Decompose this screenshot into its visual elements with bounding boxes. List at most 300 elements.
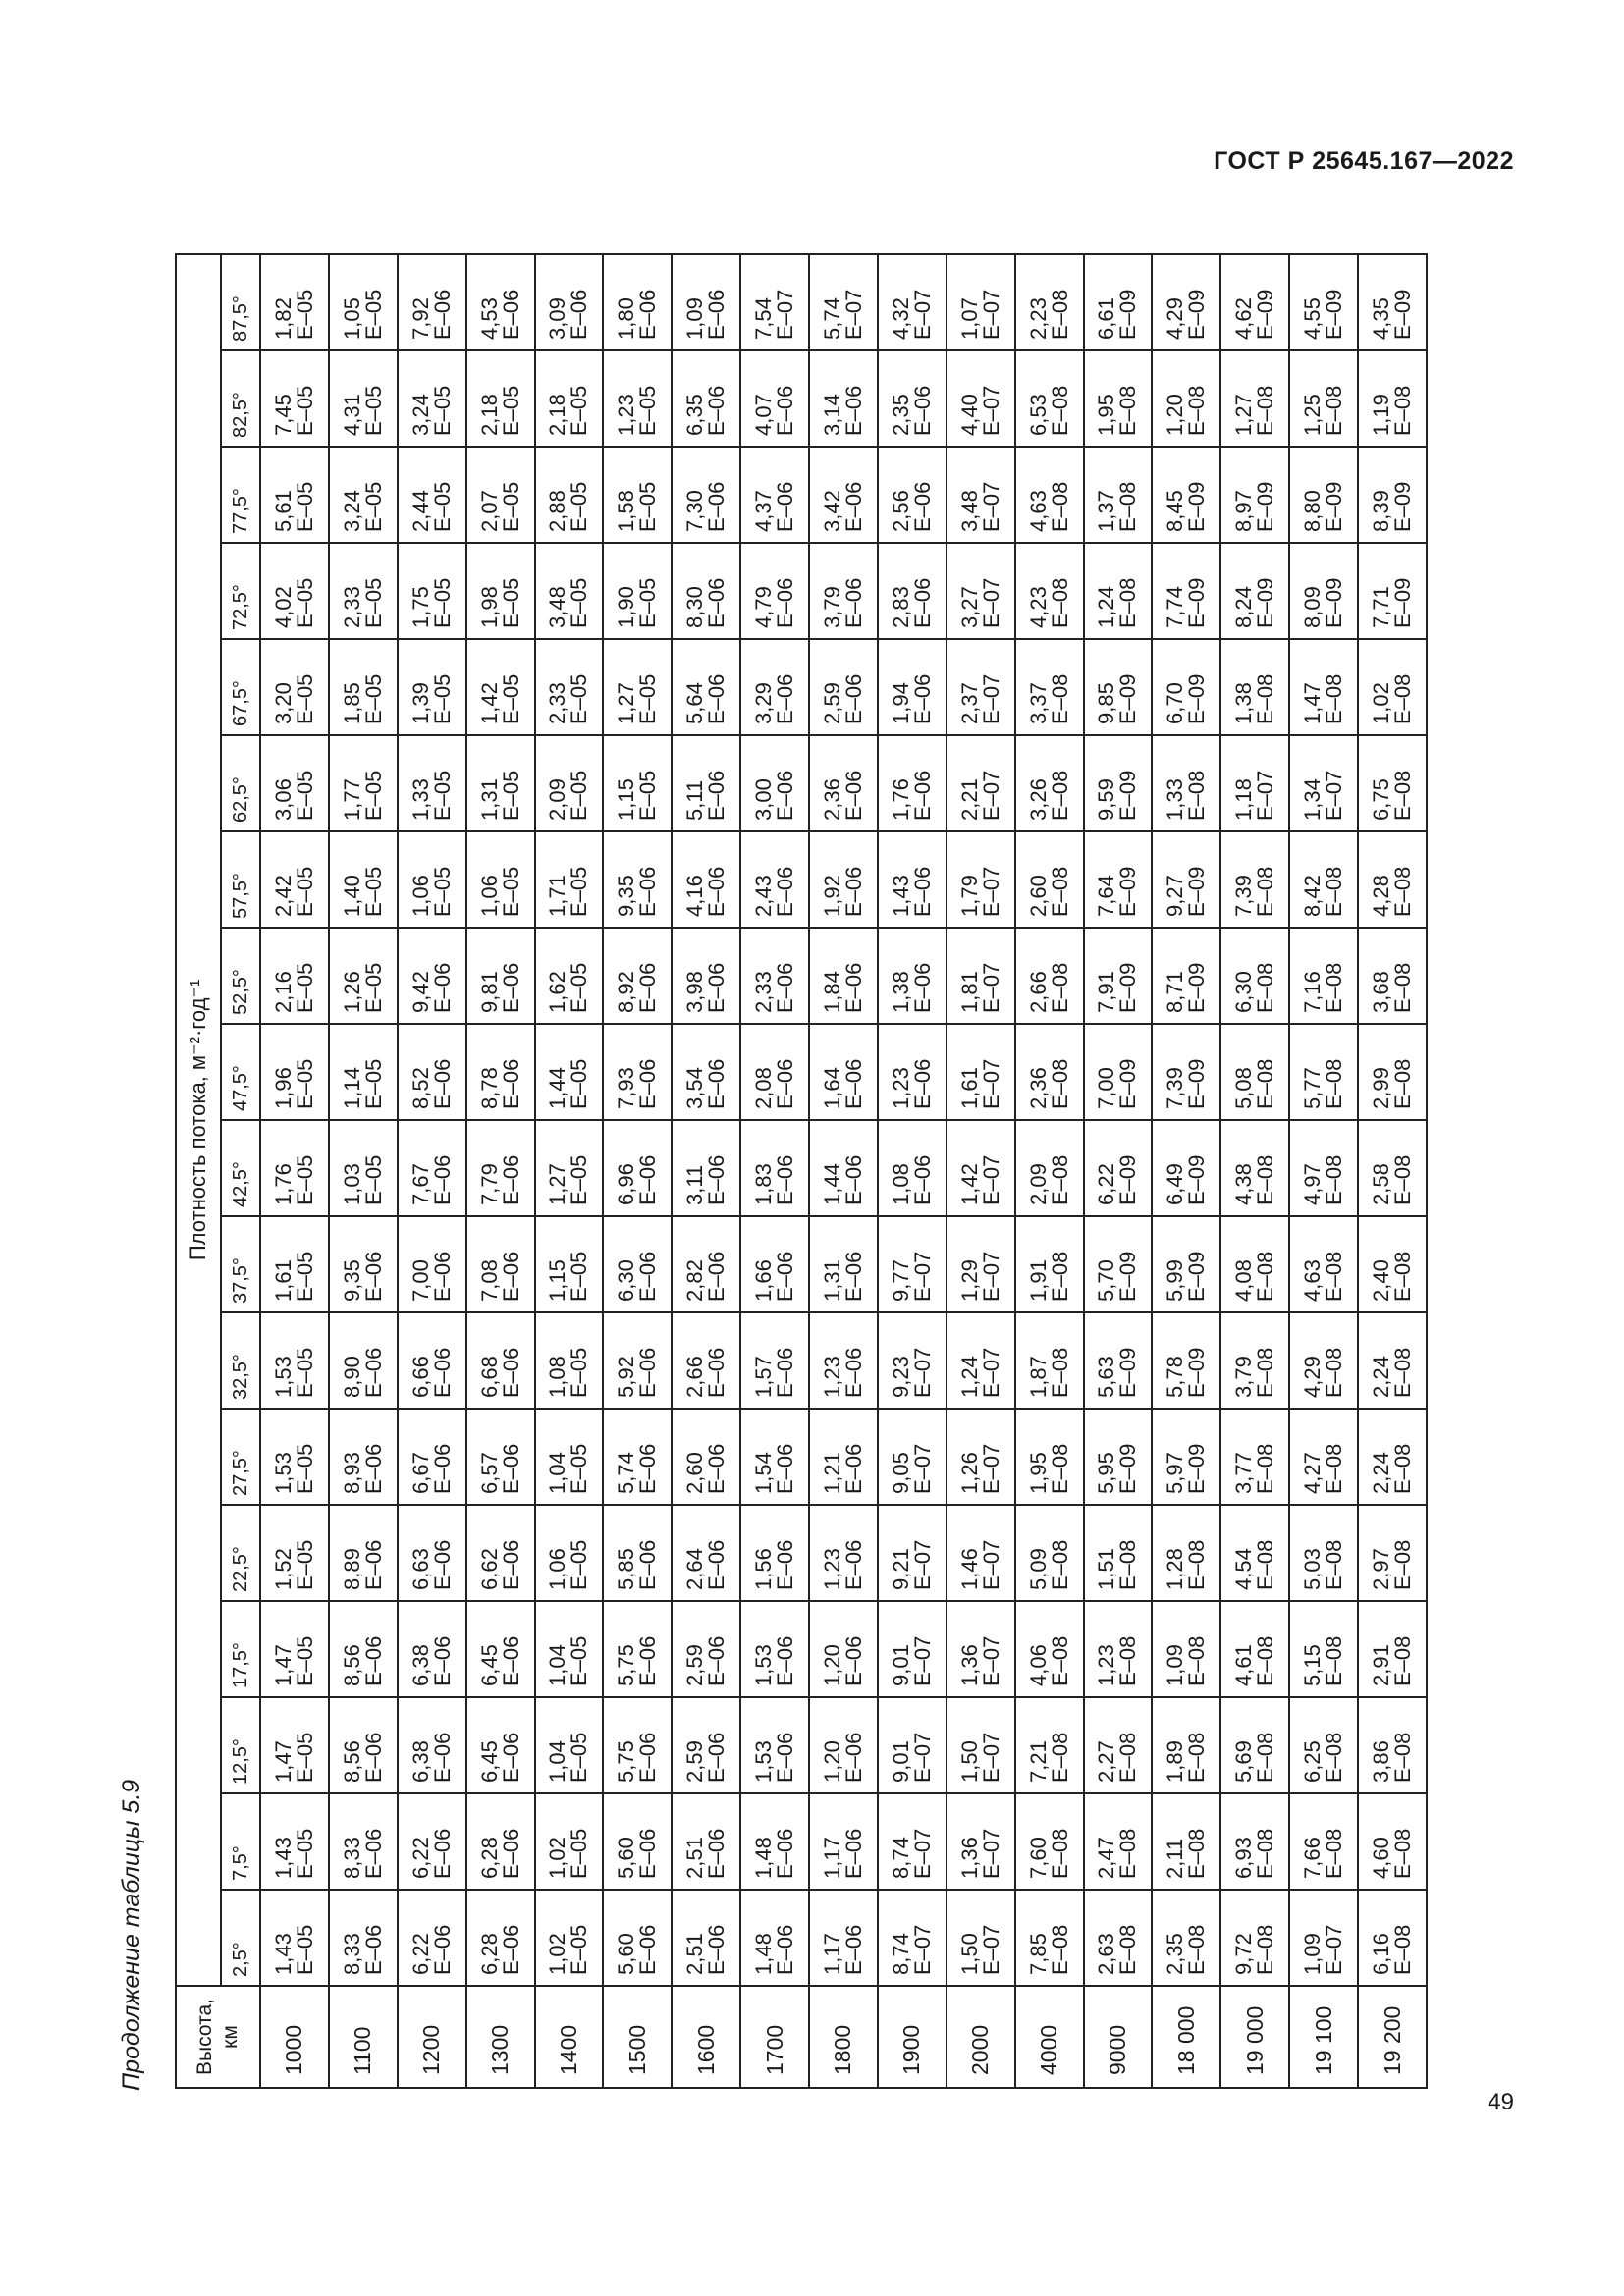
flux-value-cell: 1,77 E–05	[329, 735, 398, 831]
flux-value-cell: 7,08 E–06	[466, 1216, 535, 1312]
flux-value-cell: 8,74 E–07	[878, 1890, 947, 1986]
altitude-column-header: Высота, км	[176, 1986, 260, 2088]
flux-value-cell: 3,06 E–05	[260, 735, 329, 831]
table-row	[740, 254, 809, 2088]
flux-value-cell: 2,58 E–08	[1358, 1120, 1427, 1216]
flux-value-cell: 5,97 E–09	[1152, 1409, 1220, 1505]
flux-value-cell: 6,68 E–06	[466, 1312, 535, 1409]
flux-value-cell: 5,61 E–05	[260, 447, 329, 543]
flux-value-cell: 4,97 E–08	[1289, 1120, 1358, 1216]
flux-value-cell: 1,91 E–08	[1015, 1216, 1084, 1312]
flux-value-cell: 1,58 E–05	[603, 447, 672, 543]
altitude-cell: 1700	[740, 1986, 809, 2088]
flux-value-cell: 1,23 E–08	[1084, 1601, 1153, 1697]
flux-value-cell: 1,20 E–06	[809, 1601, 878, 1697]
flux-value-cell: 1,34 E–07	[1289, 735, 1358, 831]
flux-value-cell: 2,60 E–06	[672, 1409, 740, 1505]
flux-value-cell: 1,83 E–06	[740, 1120, 809, 1216]
flux-value-cell: 6,22 E–09	[1084, 1120, 1153, 1216]
page-number: 49	[1488, 2089, 1514, 2115]
flux-value-cell: 8,33 E–06	[329, 1890, 398, 1986]
flux-value-cell: 5,99 E–09	[1152, 1216, 1220, 1312]
angle-header: 67,5°	[221, 639, 260, 735]
flux-value-cell: 7,64 E–09	[1084, 831, 1153, 928]
flux-value-cell: 4,79 E–06	[740, 543, 809, 639]
table-row	[329, 254, 398, 2088]
flux-value-cell: 1,09 E–08	[1152, 1601, 1220, 1697]
angle-header: 22,5°	[221, 1505, 260, 1601]
flux-value-cell: 2,11 E–08	[1152, 1793, 1220, 1890]
flux-value-cell: 1,03 E–05	[329, 1120, 398, 1216]
flux-value-cell: 2,35 E–08	[1152, 1890, 1220, 1986]
flux-value-cell: 6,70 E–09	[1152, 639, 1220, 735]
flux-value-cell: 1,95 E–08	[1015, 1409, 1084, 1505]
flux-value-cell: 9,01 E–07	[878, 1601, 947, 1697]
flux-value-cell: 3,79 E–08	[1220, 1312, 1289, 1409]
flux-value-cell: 6,30 E–06	[603, 1216, 672, 1312]
angle-header: 27,5°	[221, 1409, 260, 1505]
flux-value-cell: 4,40 E–07	[947, 350, 1015, 447]
flux-value-cell: 3,09 E–06	[535, 254, 604, 350]
flux-value-cell: 9,23 E–07	[878, 1312, 947, 1409]
flux-value-cell: 6,49 E–09	[1152, 1120, 1220, 1216]
flux-value-cell: 1,47 E–05	[260, 1697, 329, 1793]
flux-value-cell: 1,24 E–07	[947, 1312, 1015, 1409]
table-caption: Продолжение таблицы 5.9	[118, 1779, 145, 2091]
flux-value-cell: 8,74 E–07	[878, 1793, 947, 1890]
flux-value-cell: 4,23 E–08	[1015, 543, 1084, 639]
flux-value-cell: 7,00 E–06	[398, 1216, 466, 1312]
flux-value-cell: 1,79 E–07	[947, 831, 1015, 928]
flux-value-cell: 1,14 E–05	[329, 1024, 398, 1120]
angle-header: 42,5°	[221, 1120, 260, 1216]
flux-value-cell: 1,81 E–07	[947, 928, 1015, 1024]
flux-value-cell: 2,23 E–08	[1015, 254, 1084, 350]
flux-value-cell: 6,57 E–06	[466, 1409, 535, 1505]
flux-value-cell: 6,45 E–06	[466, 1601, 535, 1697]
table-row	[1084, 254, 1153, 2088]
table-row	[1289, 254, 1358, 2088]
flux-value-cell: 1,38 E–08	[1220, 639, 1289, 735]
flux-value-cell: 1,08 E–05	[535, 1312, 604, 1409]
flux-value-cell: 7,91 E–09	[1084, 928, 1153, 1024]
flux-value-cell: 1,27 E–05	[603, 639, 672, 735]
flux-value-cell: 8,56 E–06	[329, 1697, 398, 1793]
flux-value-cell: 5,60 E–06	[603, 1793, 672, 1890]
flux-value-cell: 1,57 E–06	[740, 1312, 809, 1409]
flux-value-cell: 2,18 E–05	[535, 350, 604, 447]
flux-value-cell: 2,66 E–06	[672, 1312, 740, 1409]
flux-value-cell: 1,71 E–05	[535, 831, 604, 928]
flux-value-cell: 1,07 E–07	[947, 254, 1015, 350]
flux-value-cell: 7,79 E–06	[466, 1120, 535, 1216]
angle-header: 7,5°	[221, 1793, 260, 1890]
flux-value-cell: 8,33 E–06	[329, 1793, 398, 1890]
flux-value-cell: 8,24 E–09	[1220, 543, 1289, 639]
flux-value-cell: 2,09 E–05	[535, 735, 604, 831]
flux-value-cell: 5,85 E–06	[603, 1505, 672, 1601]
flux-value-cell: 8,93 E–06	[329, 1409, 398, 1505]
flux-value-cell: 1,20 E–06	[809, 1697, 878, 1793]
flux-value-cell: 1,31 E–05	[466, 735, 535, 831]
flux-value-cell: 1,27 E–05	[535, 1120, 604, 1216]
flux-value-cell: 1,04 E–05	[535, 1601, 604, 1697]
flux-value-cell: 6,28 E–06	[466, 1890, 535, 1986]
flux-value-cell: 1,61 E–07	[947, 1024, 1015, 1120]
flux-value-cell: 9,01 E–07	[878, 1697, 947, 1793]
angle-header: 52,5°	[221, 928, 260, 1024]
table-row	[1015, 254, 1084, 2088]
flux-value-cell: 5,63 E–09	[1084, 1312, 1153, 1409]
flux-value-cell: 1,47 E–08	[1289, 639, 1358, 735]
flux-value-cell: 2,36 E–06	[809, 735, 878, 831]
flux-value-cell: 8,80 E–09	[1289, 447, 1358, 543]
flux-value-cell: 8,78 E–06	[466, 1024, 535, 1120]
flux-value-cell: 7,30 E–06	[672, 447, 740, 543]
altitude-cell: 1100	[329, 1986, 398, 2088]
flux-value-cell: 1,26 E–07	[947, 1409, 1015, 1505]
flux-value-cell: 1,19 E–08	[1358, 350, 1427, 447]
flux-value-cell: 2,37 E–07	[947, 639, 1015, 735]
flux-value-cell: 1,85 E–05	[329, 639, 398, 735]
flux-value-cell: 1,46 E–07	[947, 1505, 1015, 1601]
flux-value-cell: 4,06 E–08	[1015, 1601, 1084, 1697]
flux-value-cell: 1,15 E–05	[603, 735, 672, 831]
flux-value-cell: 1,17 E–06	[809, 1793, 878, 1890]
flux-value-cell: 5,74 E–07	[809, 254, 878, 350]
flux-value-cell: 2,91 E–08	[1358, 1601, 1427, 1697]
flux-value-cell: 3,86 E–08	[1358, 1697, 1427, 1793]
flux-value-cell: 4,27 E–08	[1289, 1409, 1358, 1505]
angle-header: 17,5°	[221, 1601, 260, 1697]
flux-value-cell: 2,51 E–06	[672, 1890, 740, 1986]
flux-value-cell: 4,07 E–06	[740, 350, 809, 447]
flux-value-cell: 1,43 E–06	[878, 831, 947, 928]
flux-value-cell: 1,62 E–05	[535, 928, 604, 1024]
altitude-cell: 19 200	[1358, 1986, 1427, 2088]
flux-value-cell: 5,75 E–06	[603, 1601, 672, 1697]
flux-value-cell: 1,04 E–05	[535, 1409, 604, 1505]
altitude-cell: 19 000	[1220, 1986, 1289, 2088]
flux-value-cell: 1,15 E–05	[535, 1216, 604, 1312]
flux-value-cell: 1,50 E–07	[947, 1697, 1015, 1793]
flux-value-cell: 1,08 E–06	[878, 1120, 947, 1216]
table-row	[1152, 254, 1220, 2088]
flux-value-cell: 1,66 E–06	[740, 1216, 809, 1312]
flux-value-cell: 7,85 E–08	[1015, 1890, 1084, 1986]
angle-header: 57,5°	[221, 831, 260, 928]
flux-value-cell: 3,00 E–06	[740, 735, 809, 831]
flux-value-cell: 1,33 E–05	[398, 735, 466, 831]
flux-value-cell: 1,09 E–07	[1289, 1890, 1358, 1986]
flux-value-cell: 5,78 E–09	[1152, 1312, 1220, 1409]
flux-value-cell: 2,88 E–05	[535, 447, 604, 543]
flux-value-cell: 4,60 E–08	[1358, 1793, 1427, 1890]
flux-value-cell: 5,64 E–06	[672, 639, 740, 735]
flux-value-cell: 3,54 E–06	[672, 1024, 740, 1120]
flux-value-cell: 8,45 E–09	[1152, 447, 1220, 543]
altitude-cell: 1800	[809, 1986, 878, 2088]
flux-value-cell: 1,52 E–05	[260, 1505, 329, 1601]
flux-value-cell: 8,56 E–06	[329, 1601, 398, 1697]
table-row	[809, 254, 878, 2088]
table-row	[1220, 254, 1289, 2088]
flux-value-cell: 5,95 E–09	[1084, 1409, 1153, 1505]
flux-value-cell: 5,09 E–08	[1015, 1505, 1084, 1601]
flux-value-cell: 2,33 E–05	[535, 639, 604, 735]
flux-value-cell: 8,39 E–09	[1358, 447, 1427, 543]
angle-header-row	[221, 254, 260, 2088]
flux-value-cell: 1,53 E–06	[740, 1697, 809, 1793]
flux-value-cell: 2,82 E–06	[672, 1216, 740, 1312]
table-row	[672, 254, 740, 2088]
flux-value-cell: 9,59 E–09	[1084, 735, 1153, 831]
flux-value-cell: 4,08 E–08	[1220, 1216, 1289, 1312]
flux-value-cell: 7,66 E–08	[1289, 1793, 1358, 1890]
flux-value-cell: 1,87 E–08	[1015, 1312, 1084, 1409]
flux-value-cell: 6,35 E–06	[672, 350, 740, 447]
flux-value-cell: 6,75 E–08	[1358, 735, 1427, 831]
flux-value-cell: 2,59 E–06	[809, 639, 878, 735]
flux-value-cell: 1,06 E–05	[535, 1505, 604, 1601]
flux-value-cell: 1,61 E–05	[260, 1216, 329, 1312]
flux-value-cell: 1,80 E–06	[603, 254, 672, 350]
flux-value-cell: 7,21 E–08	[1015, 1697, 1084, 1793]
flux-value-cell: 6,62 E–06	[466, 1505, 535, 1601]
flux-value-cell: 3,27 E–07	[947, 543, 1015, 639]
flux-value-cell: 2,99 E–08	[1358, 1024, 1427, 1120]
flux-value-cell: 2,35 E–06	[878, 350, 947, 447]
altitude-cell: 1300	[466, 1986, 535, 2088]
flux-value-cell: 1,28 E–08	[1152, 1505, 1220, 1601]
flux-value-cell: 7,45 E–05	[260, 350, 329, 447]
flux-value-cell: 7,00 E–09	[1084, 1024, 1153, 1120]
flux-value-cell: 3,24 E–05	[329, 447, 398, 543]
flux-value-cell: 1,18 E–07	[1220, 735, 1289, 831]
document-header: ГОСТ Р 25645.167—2022	[1214, 147, 1514, 175]
flux-value-cell: 1,98 E–05	[466, 543, 535, 639]
flux-value-cell: 1,54 E–06	[740, 1409, 809, 1505]
flux-value-cell: 4,16 E–06	[672, 831, 740, 928]
angle-header: 37,5°	[221, 1216, 260, 1312]
flux-value-cell: 7,71 E–09	[1358, 543, 1427, 639]
flux-value-cell: 1,94 E–06	[878, 639, 947, 735]
flux-value-cell: 1,24 E–08	[1084, 543, 1153, 639]
flux-value-cell: 8,89 E–06	[329, 1505, 398, 1601]
flux-value-cell: 4,62 E–09	[1220, 254, 1289, 350]
flux-value-cell: 1,42 E–07	[947, 1120, 1015, 1216]
flux-value-cell: 1,53 E–06	[740, 1601, 809, 1697]
flux-value-cell: 4,38 E–08	[1220, 1120, 1289, 1216]
flux-value-cell: 1,43 E–05	[260, 1890, 329, 1986]
table-row	[398, 254, 466, 2088]
flux-value-cell: 3,11 E–06	[672, 1120, 740, 1216]
flux-value-cell: 1,31 E–06	[809, 1216, 878, 1312]
flux-value-cell: 1,29 E–07	[947, 1216, 1015, 1312]
flux-value-cell: 3,26 E–08	[1015, 735, 1084, 831]
flux-value-cell: 2,59 E–06	[672, 1601, 740, 1697]
table-body	[260, 254, 1427, 2088]
angle-header: 47,5°	[221, 1024, 260, 1120]
flux-value-cell: 1,48 E–06	[740, 1793, 809, 1890]
flux-value-cell: 9,35 E–06	[603, 831, 672, 928]
altitude-cell: 1600	[672, 1986, 740, 2088]
flux-value-cell: 6,93 E–08	[1220, 1793, 1289, 1890]
flux-value-cell: 5,11 E–06	[672, 735, 740, 831]
altitude-cell: 18 000	[1152, 1986, 1220, 2088]
flux-value-cell: 5,70 E–09	[1084, 1216, 1153, 1312]
flux-value-cell: 8,09 E–09	[1289, 543, 1358, 639]
flux-value-cell: 1,76 E–05	[260, 1120, 329, 1216]
flux-value-cell: 1,23 E–06	[809, 1312, 878, 1409]
flux-value-cell: 3,37 E–08	[1015, 639, 1084, 735]
flux-value-cell: 1,23 E–06	[809, 1505, 878, 1601]
flux-value-cell: 4,63 E–08	[1015, 447, 1084, 543]
flux-value-cell: 3,48 E–05	[535, 543, 604, 639]
flux-value-cell: 6,38 E–06	[398, 1601, 466, 1697]
angle-header: 32,5°	[221, 1312, 260, 1409]
flux-value-cell: 2,83 E–06	[878, 543, 947, 639]
flux-value-cell: 9,85 E–09	[1084, 639, 1153, 735]
table-row	[1358, 254, 1427, 2088]
angle-header: 2,5°	[221, 1890, 260, 1986]
flux-value-cell: 1,53 E–05	[260, 1409, 329, 1505]
flux-value-cell: 2,18 E–05	[466, 350, 535, 447]
flux-value-cell: 2,43 E–06	[740, 831, 809, 928]
flux-value-cell: 6,38 E–06	[398, 1697, 466, 1793]
flux-value-cell: 7,16 E–08	[1289, 928, 1358, 1024]
flux-value-cell: 6,45 E–06	[466, 1697, 535, 1793]
flux-value-cell: 2,42 E–05	[260, 831, 329, 928]
flux-value-cell: 2,44 E–05	[398, 447, 466, 543]
flux-value-cell: 1,36 E–07	[947, 1793, 1015, 1890]
flux-value-cell: 1,96 E–05	[260, 1024, 329, 1120]
flux-value-cell: 1,26 E–05	[329, 928, 398, 1024]
flux-value-cell: 1,33 E–08	[1152, 735, 1220, 831]
flux-value-cell: 7,67 E–06	[398, 1120, 466, 1216]
flux-value-cell: 2,08 E–06	[740, 1024, 809, 1120]
flux-value-cell: 1,38 E–06	[878, 928, 947, 1024]
table-row	[947, 254, 1015, 2088]
flux-value-cell: 1,75 E–05	[398, 543, 466, 639]
flux-value-cell: 9,35 E–06	[329, 1216, 398, 1312]
flux-value-cell: 4,02 E–05	[260, 543, 329, 639]
flux-value-cell: 3,68 E–08	[1358, 928, 1427, 1024]
flux-value-cell: 1,76 E–06	[878, 735, 947, 831]
table-row	[878, 254, 947, 2088]
flux-value-cell: 2,33 E–05	[329, 543, 398, 639]
flux-value-cell: 3,29 E–06	[740, 639, 809, 735]
flux-value-cell: 6,96 E–06	[603, 1120, 672, 1216]
flux-value-cell: 1,56 E–06	[740, 1505, 809, 1601]
flux-value-cell: 2,09 E–08	[1015, 1120, 1084, 1216]
flux-value-cell: 8,90 E–06	[329, 1312, 398, 1409]
flux-value-cell: 3,48 E–07	[947, 447, 1015, 543]
flux-value-cell: 4,55 E–09	[1289, 254, 1358, 350]
flux-value-cell: 3,77 E–08	[1220, 1409, 1289, 1505]
flux-value-cell: 2,66 E–08	[1015, 928, 1084, 1024]
flux-value-cell: 3,24 E–05	[398, 350, 466, 447]
rotated-table-region	[118, 255, 1434, 2091]
flux-value-cell: 9,05 E–07	[878, 1409, 947, 1505]
flux-value-cell: 6,63 E–06	[398, 1505, 466, 1601]
flux-value-cell: 1,36 E–07	[947, 1601, 1015, 1697]
flux-value-cell: 8,52 E–06	[398, 1024, 466, 1120]
flux-value-cell: 3,20 E–05	[260, 639, 329, 735]
flux-value-cell: 8,42 E–08	[1289, 831, 1358, 928]
flux-value-cell: 1,20 E–08	[1152, 350, 1220, 447]
flux-value-cell: 3,79 E–06	[809, 543, 878, 639]
flux-value-cell: 2,59 E–06	[672, 1697, 740, 1793]
flux-value-cell: 7,54 E–07	[740, 254, 809, 350]
flux-value-cell: 4,37 E–06	[740, 447, 809, 543]
flux-value-cell: 8,92 E–06	[603, 928, 672, 1024]
flux-value-cell: 1,95 E–08	[1084, 350, 1153, 447]
flux-value-cell: 4,32 E–07	[878, 254, 947, 350]
flux-value-cell: 2,16 E–05	[260, 928, 329, 1024]
altitude-cell: 1900	[878, 1986, 947, 2088]
flux-value-cell: 9,42 E–06	[398, 928, 466, 1024]
flux-value-cell: 4,53 E–06	[466, 254, 535, 350]
flux-value-cell: 1,37 E–08	[1084, 447, 1153, 543]
flux-value-cell: 1,05 E–05	[329, 254, 398, 350]
flux-value-cell: 4,61 E–08	[1220, 1601, 1289, 1697]
flux-value-cell: 8,97 E–09	[1220, 447, 1289, 543]
flux-value-cell: 2,07 E–05	[466, 447, 535, 543]
flux-value-cell: 9,72 E–08	[1220, 1890, 1289, 1986]
table-row	[603, 254, 672, 2088]
altitude-cell: 1000	[260, 1986, 329, 2088]
altitude-cell: 1400	[535, 1986, 604, 2088]
table-row	[260, 254, 329, 2088]
angle-header: 77,5°	[221, 447, 260, 543]
flux-value-cell: 5,60 E–06	[603, 1890, 672, 1986]
flux-value-cell: 5,15 E–08	[1289, 1601, 1358, 1697]
flux-value-cell: 2,24 E–08	[1358, 1312, 1427, 1409]
flux-value-cell: 1,06 E–05	[398, 831, 466, 928]
flux-value-cell: 1,53 E–05	[260, 1312, 329, 1409]
angle-header: 87,5°	[221, 254, 260, 350]
flux-value-cell: 7,39 E–08	[1220, 831, 1289, 928]
flux-column-header: Плотность потока, м⁻²·год⁻¹	[176, 254, 221, 1986]
flux-density-table	[175, 253, 1428, 2089]
table-row	[535, 254, 604, 2088]
table-row	[466, 254, 535, 2088]
flux-value-cell: 7,74 E–09	[1152, 543, 1220, 639]
altitude-cell: 9000	[1084, 1986, 1153, 2088]
flux-value-cell: 6,22 E–06	[398, 1890, 466, 1986]
flux-value-cell: 1,92 E–06	[809, 831, 878, 928]
flux-value-cell: 4,54 E–08	[1220, 1505, 1289, 1601]
flux-value-cell: 5,92 E–06	[603, 1312, 672, 1409]
flux-value-cell: 5,75 E–06	[603, 1697, 672, 1793]
flux-value-cell: 5,69 E–08	[1220, 1697, 1289, 1793]
flux-value-cell: 1,17 E–06	[809, 1890, 878, 1986]
flux-value-cell: 6,28 E–06	[466, 1793, 535, 1890]
flux-value-cell: 1,89 E–08	[1152, 1697, 1220, 1793]
flux-value-cell: 4,35 E–09	[1358, 254, 1427, 350]
flux-value-cell: 7,93 E–06	[603, 1024, 672, 1120]
flux-value-cell: 1,23 E–05	[603, 350, 672, 447]
flux-value-cell: 5,77 E–08	[1289, 1024, 1358, 1120]
flux-value-cell: 1,50 E–07	[947, 1890, 1015, 1986]
flux-value-cell: 3,42 E–06	[809, 447, 878, 543]
flux-value-cell: 6,30 E–08	[1220, 928, 1289, 1024]
flux-value-cell: 4,29 E–09	[1152, 254, 1220, 350]
flux-value-cell: 1,25 E–08	[1289, 350, 1358, 447]
flux-value-cell: 6,25 E–08	[1289, 1697, 1358, 1793]
flux-value-cell: 1,02 E–05	[535, 1890, 604, 1986]
